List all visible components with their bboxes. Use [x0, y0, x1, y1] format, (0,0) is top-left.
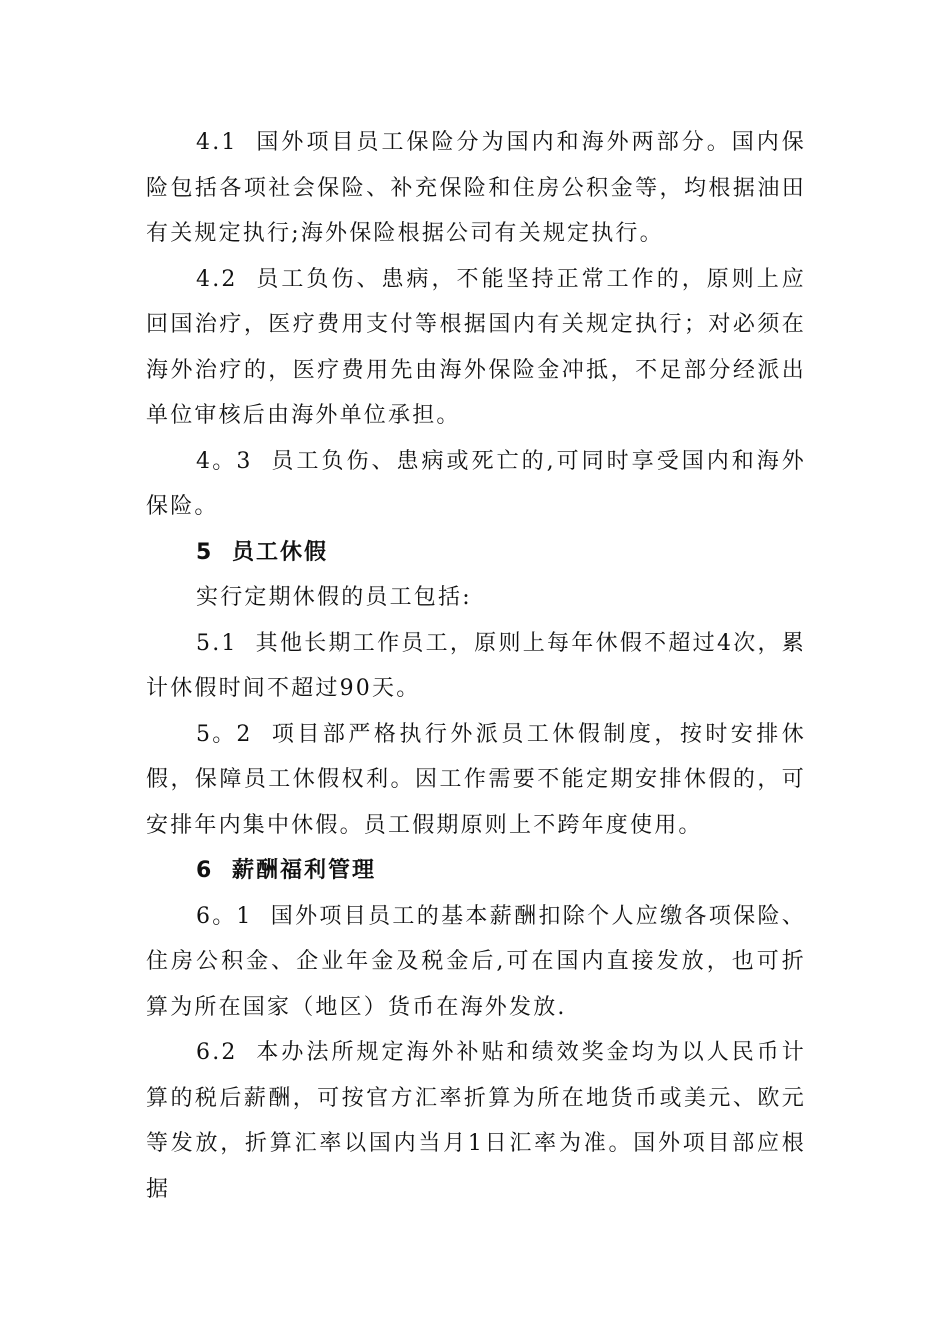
paragraph-6-1 [146, 894, 806, 1031]
clause-number: 4.1 [196, 130, 238, 155]
clause-number: 5.1 [196, 630, 238, 656]
clause-number: 5。2 [196, 721, 253, 747]
paragraph-text: 国外项目员工保险分为国内和海外两部分。国内保险包括各项社会保险、补充保险和住房公积金等，均根据油田有关规定执行;海外保险根据公司有关规定执行。 [146, 130, 806, 246]
section-number: 6 [196, 858, 214, 883]
section-title: 薪酬福利管理 [232, 858, 377, 883]
section-number: 5 [196, 539, 214, 565]
paragraph-5-1 [146, 621, 806, 712]
section-5-intro: 实行定期休假的员工包括: [196, 585, 472, 610]
paragraph-5-2 [146, 712, 806, 849]
paragraph-text: 国外项目员工的基本薪酬扣除个人应缴各项保险、住房公积金、企业年金及税金后,可在国内直接发放，也可折算为所在国家（地区）货币在海外发放. [146, 903, 806, 1020]
paragraph-4-1 [146, 120, 806, 257]
clause-number: 6。1 [196, 903, 253, 929]
paragraph-text: 本办法所规定海外补贴和绩效奖金均为以人民币计算的税后薪酬，可按官方汇率折算为所在地货币或美元、欧元等发放，折算汇率以国内当月1日汇率为准。国外项目部应根据 [146, 1040, 806, 1202]
paragraph-text: 项目部严格执行外派员工休假制度，按时安排休假，保障员工休假权利。因工作需要不能定期安排休假的，可安排年内集中休假。员工假期原则上不跨年度使用。 [146, 721, 806, 838]
section-heading-5 [146, 530, 806, 576]
document-body [146, 120, 806, 1212]
paragraph-text: 员工负伤、患病或死亡的,可同时享受国内和海外保险。 [146, 448, 806, 519]
section-title: 员工休假 [232, 539, 329, 565]
paragraph-text: 其他长期工作员工，原则上每年休假不超过4次，累计休假时间不超过90天。 [146, 630, 806, 701]
paragraph-4-3 [146, 439, 806, 530]
clause-number: 4。3 [196, 448, 253, 474]
paragraph-6-2 [146, 1030, 806, 1212]
section-heading-6 [146, 848, 806, 894]
paragraph-text: 员工负伤、患病，不能坚持正常工作的，原则上应回国治疗，医疗费用支付等根据国内有关规定执行；对必须在海外治疗的，医疗费用先由海外保险金冲抵，不足部分经派出单位审核后由海外单位承担。 [146, 266, 806, 428]
clause-number: 6.2 [196, 1040, 238, 1065]
paragraph-4-2 [146, 257, 806, 439]
clause-number: 4.2 [196, 266, 238, 292]
